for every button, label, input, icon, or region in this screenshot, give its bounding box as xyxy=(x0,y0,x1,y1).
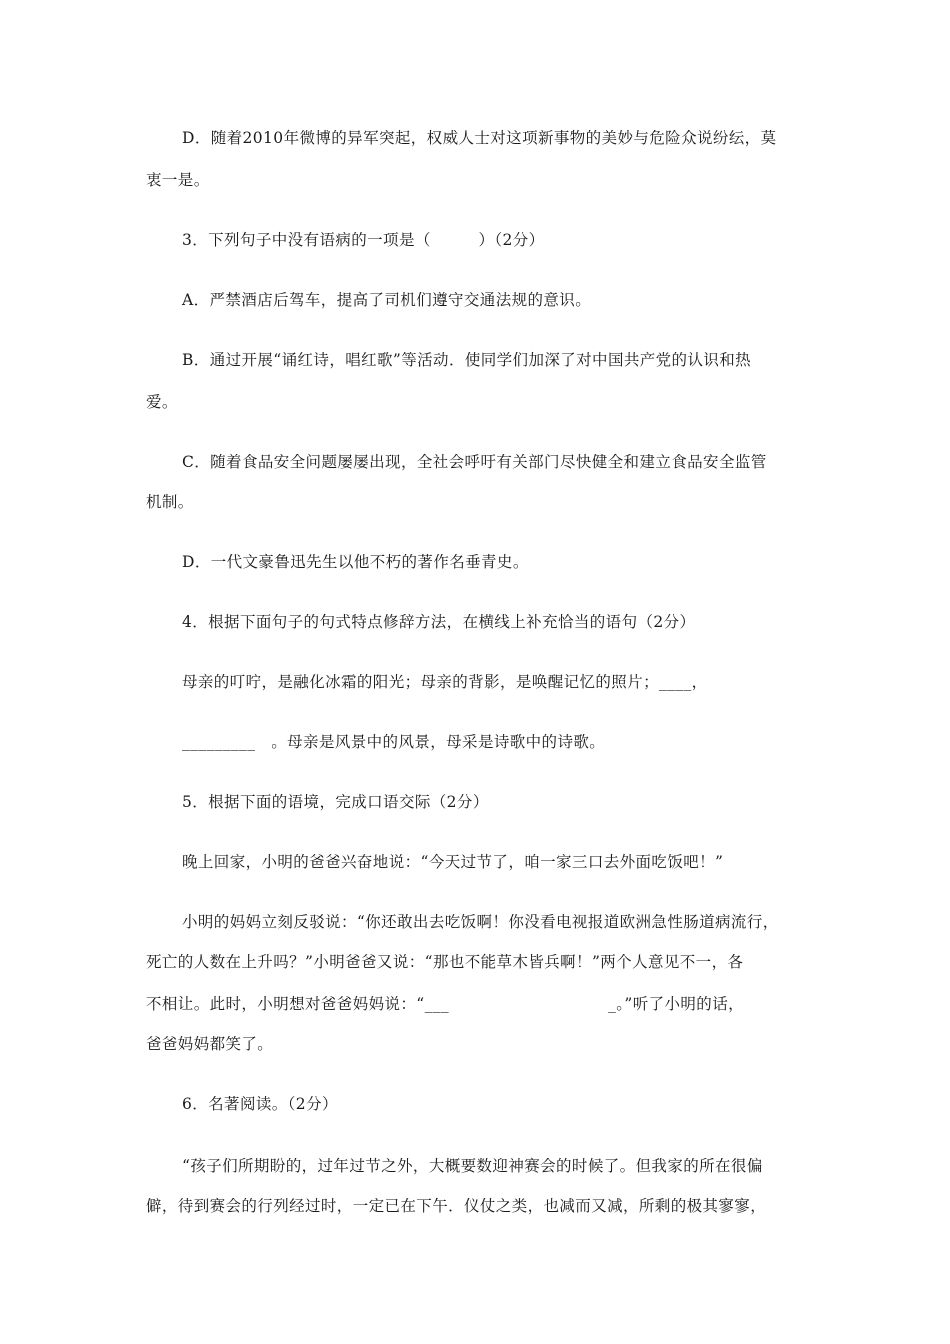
question-4-heading: 4．根据下面句子的句式特点修辞方法，在横线上补充恰当的语句（2分） xyxy=(182,613,696,631)
q3-option-a: A．严禁酒店后驾车，提高了司机们遵守交通法规的意识。 xyxy=(182,291,592,309)
q3-option-c-line-1: C．随着食品安全问题屡屡出现，全社会呼吁有关部门尽快健全和建立食品安全监管 xyxy=(182,453,767,471)
q5-context-line-5: 爸爸妈妈都笑了。 xyxy=(146,1035,274,1053)
q3-option-b-line-2: 爱。 xyxy=(146,393,178,411)
q4-sentence-line-1: 母亲的叮咛，是融化冰霜的阳光；母亲的背影，是唤醒记忆的照片；____， xyxy=(182,673,708,691)
q6-excerpt-line-1: “孩子们所期盼的，过年过节之外，大概要数迎神赛会的时候了。但我家的所在很偏 xyxy=(182,1157,763,1175)
q4-sentence-line-2: _________ 。母亲是风景中的风景，母采是诗歌中的诗歌。 xyxy=(182,733,606,751)
question-6-heading: 6．名著阅读。（2分） xyxy=(182,1095,338,1113)
question-3-heading: 3．下列句子中没有语病的一项是（ ）（2分） xyxy=(182,231,545,249)
q3-option-d: D．一代文豪鲁迅先生以他不朽的著作名垂青史。 xyxy=(182,553,529,571)
option-d-line-2: 衷一是。 xyxy=(146,171,210,189)
question-5-heading: 5．根据下面的语境，完成口语交际（2分） xyxy=(182,793,489,811)
option-d-line-1: D．随着2010年微博的异军突起，权威人士对这项新事物的美妙与危险众说纷纭，莫 xyxy=(182,129,777,147)
q5-context-line-1: 晚上回家，小明的爸爸兴奋地说：“今天过节了，咱一家三口去外面吃饭吧！” xyxy=(182,853,724,871)
q5-context-line-3: 死亡的人数在上升吗？”小明爸爸又说：“那也不能草木皆兵啊！”两个人意见不一，各 xyxy=(146,953,744,971)
q3-option-b-line-1: B．通过开展“诵红诗，唱红歌”等活动．使同学们加深了对中国共产党的认识和热 xyxy=(182,351,752,369)
q3-option-c-line-2: 机制。 xyxy=(146,493,194,511)
q5-context-line-4: 不相让。此时，小明想对爸爸妈妈说：“___ _。”听了小明的话， xyxy=(146,995,745,1013)
q6-excerpt-line-2: 僻，待到赛会的行列经过时，一定已在下午．仪仗之类，也减而又减，所剩的极其寥寥， xyxy=(146,1197,767,1215)
q5-context-line-2: 小明的妈妈立刻反驳说：“你还敢出去吃饭啊！你没看电视报道欧洲急性肠道病流行， xyxy=(182,913,779,931)
